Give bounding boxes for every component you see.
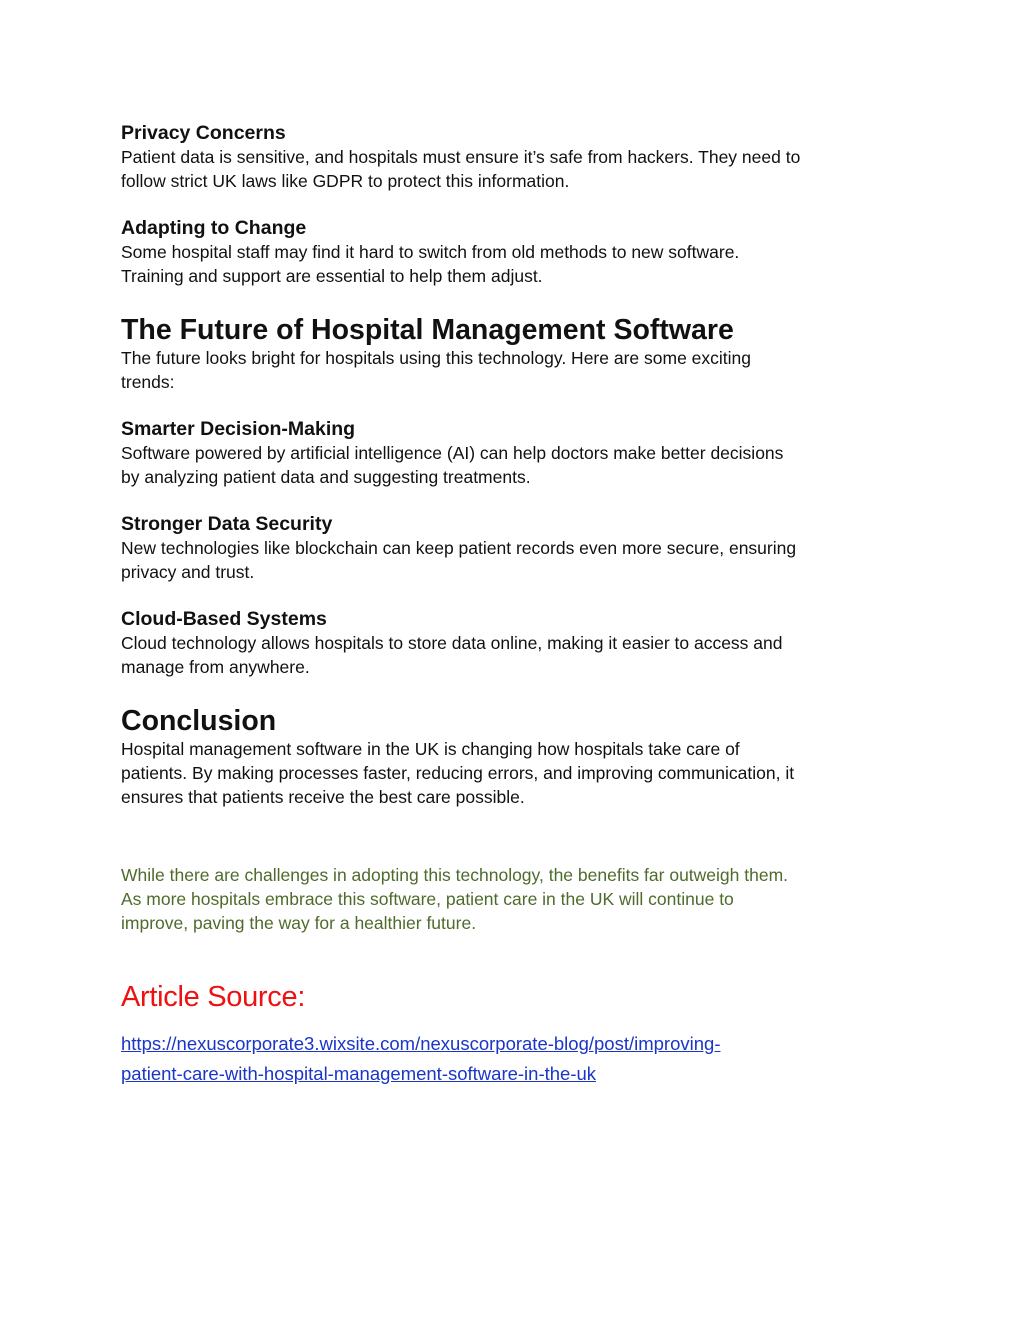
paragraph-line: Hospital management software in the UK is changing how hospitals take care of [121, 739, 740, 759]
paragraph-line: Training and support are essential to help them adjust. [121, 266, 543, 286]
paragraph-line: New technologies like blockchain can keep patient records even more secure, ensuring [121, 538, 797, 558]
paragraph-line: privacy and trust. [121, 562, 255, 582]
paragraph-line: improve, paving the way for a healthier future. [121, 913, 477, 933]
section-heading: Stronger Data Security [121, 513, 333, 535]
main-heading: Conclusion [121, 705, 277, 737]
paragraph-line: The future looks bright for hospitals using this technology. Here are some exciting [121, 348, 751, 368]
section-privacy-concerns [121, 122, 921, 193]
section-stronger-data-security [121, 513, 921, 584]
paragraph-line: Cloud technology allows hospitals to store data online, making it easier to access and [121, 633, 783, 653]
paragraph-line: Patient data is sensitive, and hospitals must ensure it’s safe from hackers. They need to [121, 147, 801, 167]
paragraph-line: by analyzing patient data and suggesting treatments. [121, 467, 531, 487]
section-heading: Privacy Concerns [121, 122, 286, 144]
article-source-link[interactable] [121, 1029, 881, 1089]
link-line: https://nexuscorporate3.wixsite.com/nexuscorporate-blog/post/improving- [121, 1033, 721, 1054]
paragraph-line: As more hospitals embrace this software, patient care in the UK will continue to [121, 889, 734, 909]
section-smarter-decision-making [121, 418, 921, 489]
paragraph-line: follow strict UK laws like GDPR to protect this information. [121, 171, 570, 191]
section-conclusion [121, 703, 921, 809]
section-closing-remarks [121, 863, 921, 935]
section-heading: Smarter Decision-Making [121, 418, 356, 440]
section-future [121, 312, 921, 394]
paragraph-line: manage from anywhere. [121, 657, 310, 677]
link-line: patient-care-with-hospital-management-software-in-the-uk [121, 1063, 597, 1084]
document-page [121, 122, 921, 1089]
section-article-source [121, 977, 921, 1089]
article-source-heading: Article Source: [121, 981, 306, 1013]
section-heading: Cloud-Based Systems [121, 608, 327, 630]
paragraph-line: Software powered by artificial intelligence (AI) can help doctors make better decisions [121, 443, 784, 463]
paragraph-line: While there are challenges in adopting this technology, the benefits far outweigh them. [121, 865, 789, 885]
paragraph-line: patients. By making processes faster, reducing errors, and improving communication, it [121, 763, 795, 783]
paragraph-line: trends: [121, 372, 175, 392]
section-heading: Adapting to Change [121, 217, 307, 239]
paragraph-line: ensures that patients receive the best care possible. [121, 787, 525, 807]
section-cloud-based-systems [121, 608, 921, 679]
paragraph-line: Some hospital staff may find it hard to switch from old methods to new software. [121, 242, 740, 262]
section-adapting-to-change [121, 217, 921, 288]
main-heading: The Future of Hospital Management Software [121, 314, 734, 346]
